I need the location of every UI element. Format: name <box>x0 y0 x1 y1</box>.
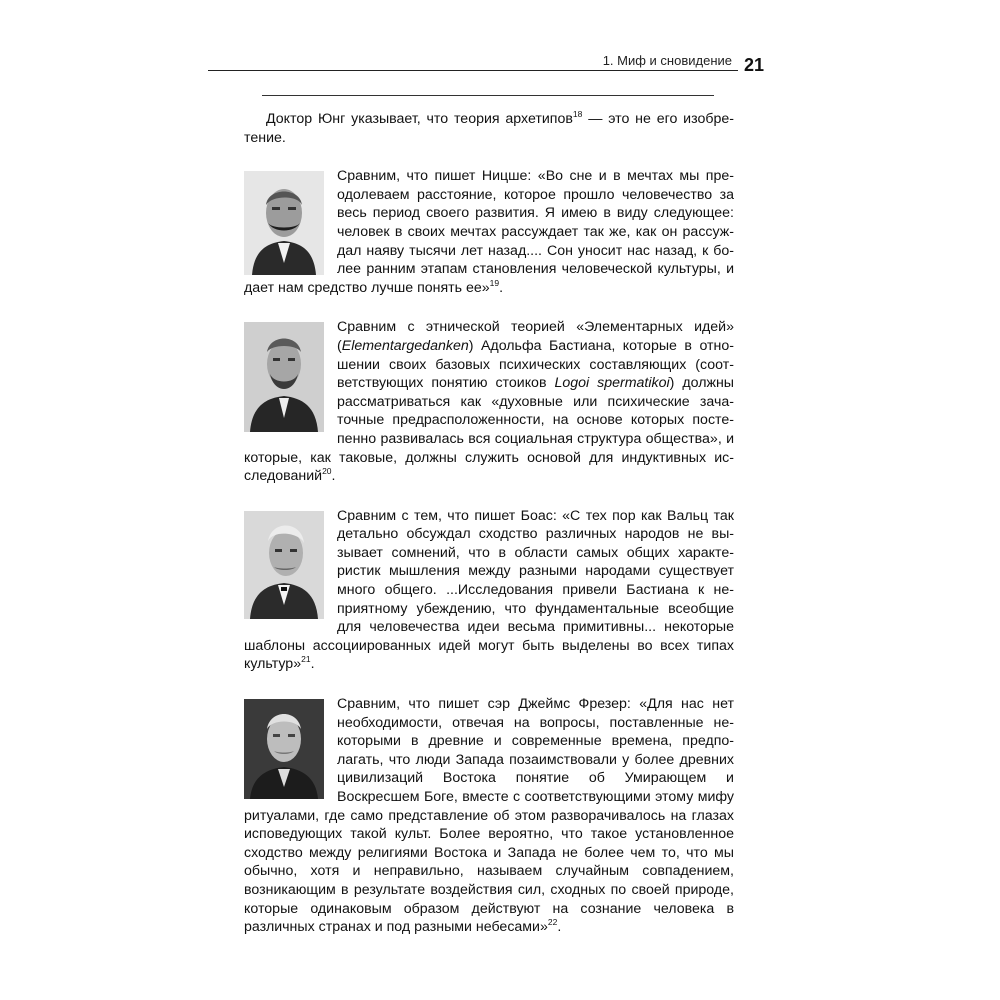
quote-block-frazer <box>244 695 734 937</box>
quote-text-bastian: Сравним с этнической теорией «Элементарных идей» (Elementargedanken) Адольфа Бастиана, которые в отношении своих базовых психических составляющих (соответствующих понятию стоиков Logoi spermatikoi) должны рассматриваться как «духовные или психические зачаточные предрасположенности, на основе которых постепенно развивалась вся социальная структура общества», и которые, как таковые, должны служить основой для индуктивных исследований$^{20}$. <box>244 319 734 485</box>
header-rule <box>208 70 738 71</box>
section-rule <box>262 95 714 96</box>
chapter-title: 1. Миф и сновидение <box>602 53 732 68</box>
quote-text-nietzsche: Сравним, что пишет Ницше: «Во сне и в мечтах мы преодолеваем расстояние, которое прошло человечество за весь период своего развития. Я имею в виду следующее: человек в своих мечтах рассуждает так же, как он рассуждал наяву тысячи лет назад.... Сон уносит нас назад, к более ранним этапам становления человеческой культуры, и дает нам средство лучше понять ее»$^{19}$. <box>244 168 734 296</box>
portrait-bastian <box>244 322 324 432</box>
footnote-ref: 18 <box>572 109 583 119</box>
quote-block-nietzsche <box>244 167 734 297</box>
portrait-nietzsche <box>244 171 324 275</box>
portrait-boas <box>244 511 324 619</box>
quote-block-bastian <box>244 318 734 485</box>
page-number: 21 <box>744 55 765 75</box>
portrait-frazer <box>244 699 324 799</box>
footnote-ref: 21 <box>301 654 311 665</box>
quote-text-frazer: Сравним, что пишет сэр Джеймс Фрезер: «Для нас нет необходимости, отвечая на вопросы, поставленные некоторыми в древние и современные времена, предполагать, что люди Запада позаимствовали у более древних цивилизаций Востока понятие об Умирающем и Воскресшем Боге, вместе с соответствующими этому мифу ритуалами, где само представление об этом разворачивалось на глазах исповедующих такой культ. Более вероятно, что такое установленное сходство между религиями Востока и Запада не более чем то, что мы обычно, хотя и неправильно, называем случайным совпадением, возникающим в результате воздействия сил, сходных по своей природе, которые одинаковым образом действуют на сознание человека в различных странах и под разными небесами»$^{22}$. <box>244 696 734 936</box>
main-text <box>244 110 734 958</box>
footnote-ref: 19 <box>489 277 500 288</box>
intro-paragraph: Доктор Юнг указывает, что теория архетипов$^{18}$ — это не его изобретение. <box>244 109 734 146</box>
footnote-ref: 20 <box>322 466 332 477</box>
quote-block-boas <box>244 507 734 674</box>
running-head <box>0 0 1000 80</box>
quote-text-boas: Сравним с тем, что пишет Боас: «С тех пор как Вальц так детально обсуждал сходство различных народов не вызывает сомнений, что в области самых общих характеристик мышления между разными народами существует много общего. ...Исследования привели Бастиана к неприятному убеждению, что фундаментальные всеобщие для человечества идеи весьма примитивны... некоторые шаблоны ассоциированных идей могут быть выделены во всех типах культур»$^{21}$. <box>244 507 734 673</box>
footnote-ref: 22 <box>547 917 558 928</box>
